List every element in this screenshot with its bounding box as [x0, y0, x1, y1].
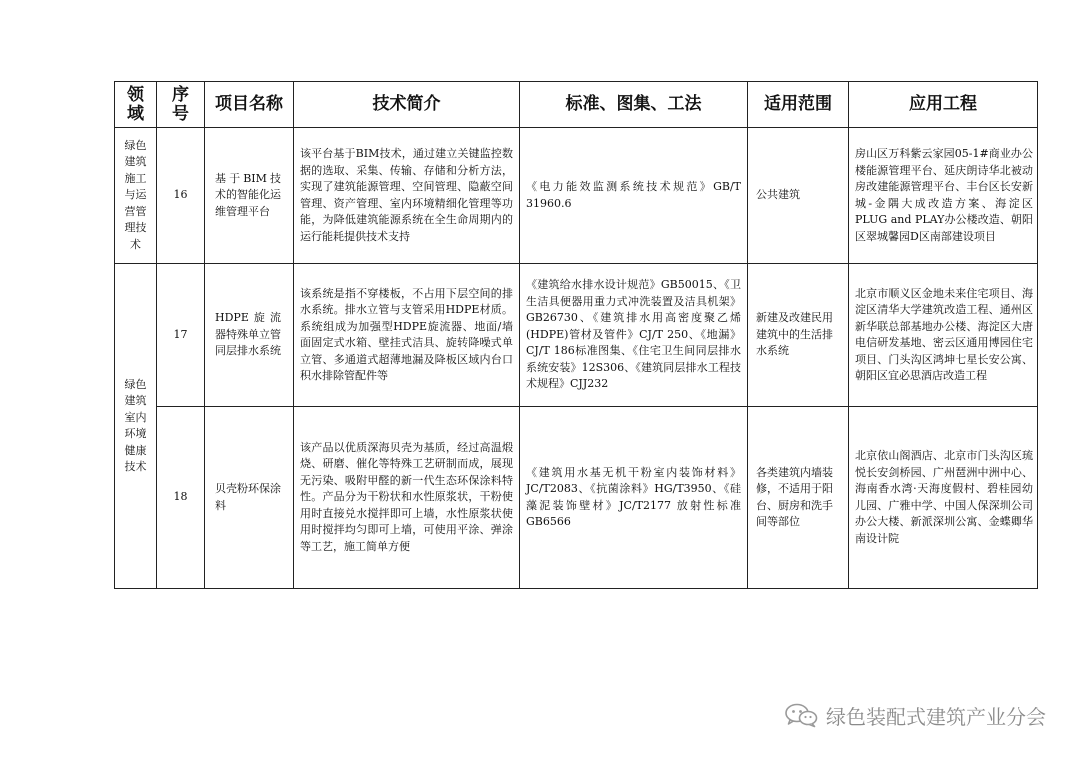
table-row [115, 407, 1038, 589]
project-name: 基于BIM技术的智能化运维管理平台 [205, 128, 294, 264]
watermark-text: 绿色装配式建筑产业分会 [826, 704, 1046, 729]
watermark [784, 700, 1046, 730]
table-row [115, 128, 1038, 264]
header-name: 项目名称 [205, 82, 294, 128]
domain-cell: 绿色建筑施工与运营管理技术 [115, 128, 157, 264]
wechat-icon [784, 702, 818, 728]
standards-cell: 《电力能效监测系统技术规范》GB/T 31960.6 [520, 128, 748, 264]
standards-cell: 《建筑用水基无机干粉室内装饰材料》JC/T2083、《抗菌涂料》HG/T3950、《硅藻泥装饰壁材》JC/T2177 放射性标准GB6566 [520, 407, 748, 589]
header-standards: 标准、图集、工法 [520, 82, 748, 128]
projects-cell: 北京依山阁酒店、北京市门头沟区琉悦长安剑桥园、广州琶洲中洲中心、海南香水湾·天海度假村、碧桂园幼儿园、广雅中学、中国人保深圳公司办公大楼、新派深圳公寓、金蝶卿华南设计院 [849, 407, 1038, 589]
project-name: HDPE旋流器特殊单立管同层排水系统 [205, 264, 294, 407]
tech-intro: 该产品以优质深海贝壳为基质，经过高温煅烧、研磨、催化等特殊工艺研制而成，展现无污染、吸附甲醛的新一代生态环保涂料特性。产品分为干粉状和水性原浆状，干粉使用时直接兑水搅拌即可上墙，水性原浆状使用时搅拌均匀即可上墙，可使用平涂、弹涂等工艺，施工简单方便 [294, 407, 520, 589]
header-scope: 适用范围 [748, 82, 849, 128]
header-intro: 技术简介 [294, 82, 520, 128]
header-row [115, 82, 1038, 128]
row-number: 17 [157, 264, 205, 407]
row-number: 16 [157, 128, 205, 264]
scope-cell: 各类建筑内墙装修，不适用于阳台、厨房和洗手间等部位 [748, 407, 849, 589]
header-projects: 应用工程 [849, 82, 1038, 128]
header-num: 序号 [157, 82, 205, 128]
table-row [115, 264, 1038, 407]
domain-cell: 绿色建筑室内环境健康技术 [115, 264, 157, 589]
tech-intro: 该平台基于BIM技术，通过建立关键监控数据的选取、采集、传输、存储和分析方法，实现了建筑能源管理、空间管理、隐蔽空间管理、资产管理、室内环境精细化管理等功能，为降低建筑能源系统在全生命周期内的运行能耗提供技术支持 [294, 128, 520, 264]
projects-cell: 房山区万科紫云家园05-1#商业办公楼能源管理平台、延庆朗诗华北被动房改建能源管理平台、丰台区长安新城-金隅大成改造方案、海淀区PLUG and PLAY办公楼改造、朝阳区翠城馨园D区南部建设项目 [849, 128, 1038, 264]
technology-table [114, 81, 1038, 589]
project-name: 贝壳粉环保涂料 [205, 407, 294, 589]
scope-cell: 新建及改建民用建筑中的生活排水系统 [748, 264, 849, 407]
scope-cell: 公共建筑 [748, 128, 849, 264]
header-domain: 领域 [115, 82, 157, 128]
row-number: 18 [157, 407, 205, 589]
standards-cell: 《建筑给水排水设计规范》GB50015、《卫生洁具便器用重力式冲洗装置及洁具机架》GB26730、《建筑排水用高密度聚乙烯(HDPE)管材及管件》CJ/T 250、《地漏》CJ/T 186标准图集、《住宅卫生间同层排水系统安装》12S306、《建筑同层排水工程技术规程》CJJ232 [520, 264, 748, 407]
tech-intro: 该系统是指不穿楼板，不占用下层空间的排水系统。排水立管与支管采用HDPE材质。系统组成为加强型HDPE旋流器、地面/墙面固定式水箱、壁挂式洁具、旋转降噪式单立管、多通道式超薄地漏及降板区域内台口积水排除管配件等 [294, 264, 520, 407]
projects-cell: 北京市顺义区金地未来住宅项目、海淀区清华大学建筑改造工程、通州区新华联总部基地办公楼、海淀区大唐电信研发基地、密云区通用博园住宅项目、门头沟区鸿坤七星长安公寓、朝阳区宜必思酒店改造工程 [849, 264, 1038, 407]
